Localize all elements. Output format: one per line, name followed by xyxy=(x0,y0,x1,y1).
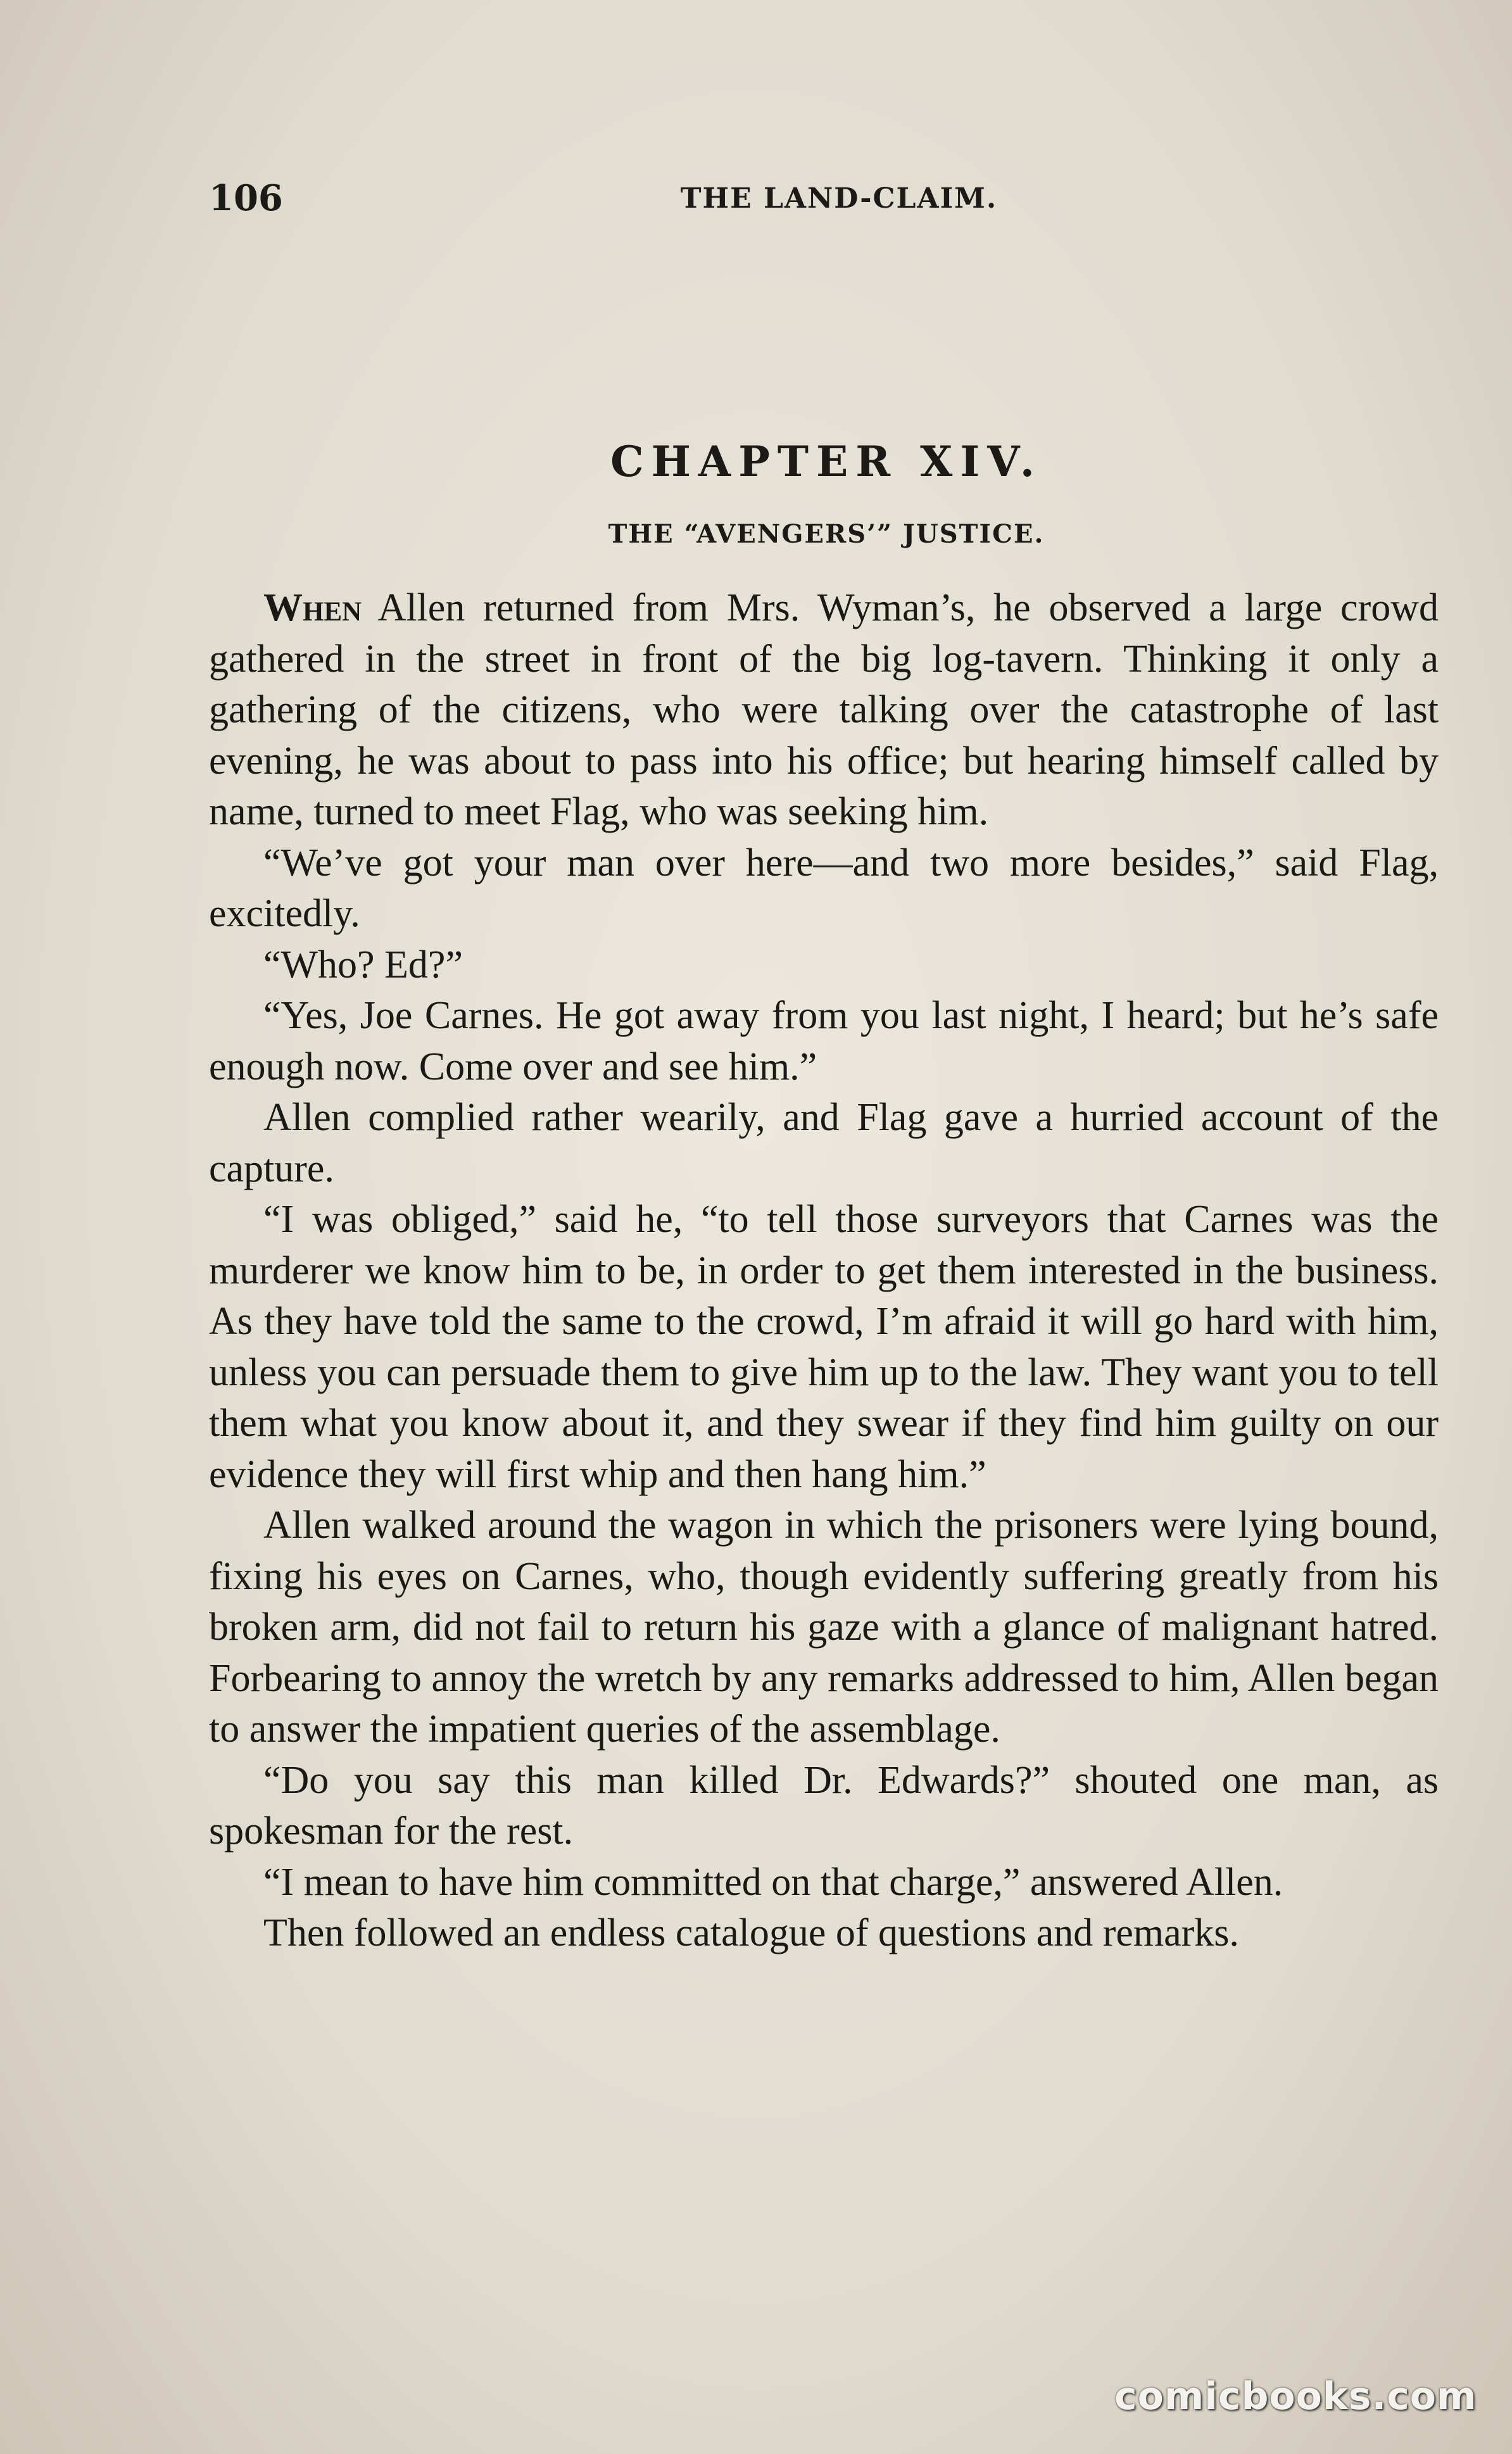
paragraph-text: Then followed an endless catalogue of questions and remarks. xyxy=(263,1911,1239,1954)
body-text xyxy=(209,582,1439,1959)
watermark: comicbooks.com xyxy=(1114,2374,1477,2419)
drop-word: When xyxy=(263,586,362,629)
paragraph-text: Allen returned from Mrs. Wyman’s, he observed a large crowd gathered in the street in front of the big log-tavern. Thinking it only a gathering of the citizens, who were talking over the catastrophe of last evening, he was about to pass into his office; but hearing himself called by name, turned to meet Flag, who was seeking him. xyxy=(209,586,1439,833)
paragraph xyxy=(209,1755,1439,1857)
paragraph-text: Allen complied rather wearily, and Flag gave a hurried account of the capture. xyxy=(209,1096,1439,1190)
paragraph xyxy=(209,1908,1439,1959)
paragraph xyxy=(209,582,1439,838)
paragraph xyxy=(209,1194,1439,1500)
paragraph xyxy=(209,838,1439,940)
paragraph-text: “Who? Ed?” xyxy=(263,943,463,986)
paragraph xyxy=(209,1857,1439,1908)
paragraph-text: “We’ve got your man over here—and two more besides,” said Flag, excitedly. xyxy=(209,841,1439,935)
paragraph-text: “Yes, Joe Carnes. He got away from you last night, I heard; but he’s safe enough now. Come over and see him.” xyxy=(209,994,1439,1088)
paragraph-text: Allen walked around the wagon in which the prisoners were lying bound, fixing his eyes on Carnes, who, though evidently suffering greatly from his broken arm, did not fail to return his gaze with a glance of malignant hatred. Forbearing to annoy the wretch by any remarks addressed to him, Allen began to answer the impatient queries of the assemblage. xyxy=(209,1504,1439,1751)
paragraph-text: “Do you say this man killed Dr. Edwards?” shouted one man, as spokesman for the rest. xyxy=(209,1758,1439,1853)
paragraph-text: “I was obliged,” said he, “to tell those surveyors that Carnes was the murderer we know him to be, in order to get them interested in the business. As they have told the same to the crowd, I’m afraid it will go hard with him, unless you can persuade them to give him up to the law. They want you to tell them what you know about it, and they swear if they find him guilty on our evidence they will first whip and then hang him.” xyxy=(209,1198,1439,1496)
chapter-title: CHAPTER XIV. xyxy=(610,437,1042,486)
chapter-subtitle: THE “AVENGERS’” JUSTICE. xyxy=(608,519,1045,549)
running-head: THE LAND-CLAIM. xyxy=(680,182,998,215)
paragraph-text: “I mean to have him committed on that charge,” answered Allen. xyxy=(263,1860,1283,1904)
paragraph xyxy=(209,1500,1439,1755)
paragraph xyxy=(209,1092,1439,1194)
paragraph xyxy=(209,940,1439,991)
paragraph xyxy=(209,990,1439,1092)
page-number: 106 xyxy=(209,177,283,219)
page-header xyxy=(209,177,1444,228)
